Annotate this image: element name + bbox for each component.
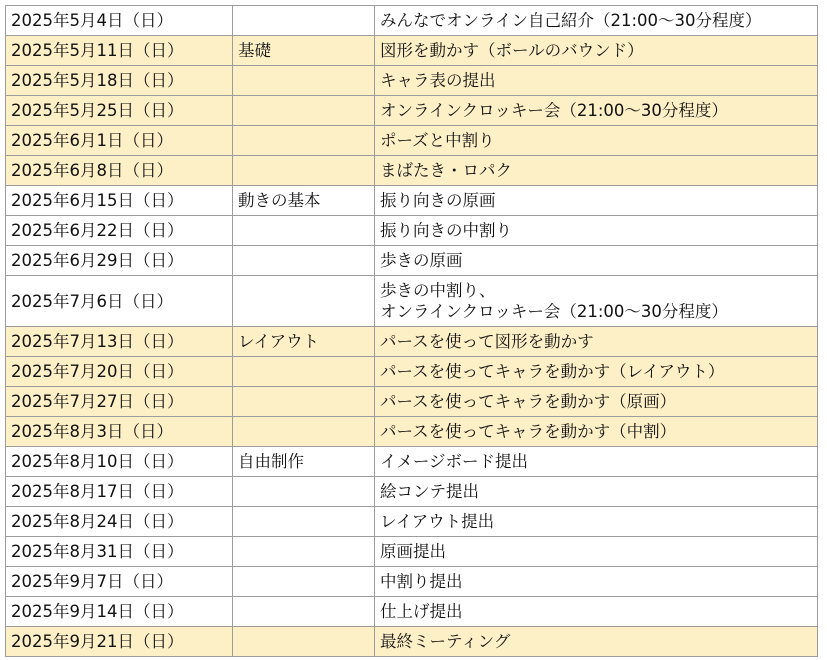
content-text: キャラ表の提出 [380, 71, 496, 90]
content-cell[interactable] [375, 186, 818, 216]
content-cell[interactable] [375, 627, 818, 657]
unit-cell[interactable]: レイアウト [233, 327, 375, 357]
unit-cell[interactable] [233, 357, 375, 387]
unit-cell[interactable] [233, 6, 375, 36]
date-cell[interactable]: 2025年5月25日（日） [6, 96, 233, 126]
table-row [6, 216, 818, 246]
content-cell[interactable] [375, 447, 818, 477]
table-row [6, 567, 818, 597]
table-row [6, 357, 818, 387]
table-row [6, 387, 818, 417]
date-cell[interactable]: 2025年6月15日（日） [6, 186, 233, 216]
date-cell[interactable]: 2025年8月31日（日） [6, 537, 233, 567]
unit-cell[interactable]: 動きの基本 [233, 186, 375, 216]
table-row [6, 186, 818, 216]
schedule-table [5, 5, 818, 657]
date-cell[interactable]: 2025年6月8日（日） [6, 156, 233, 186]
unit-cell[interactable] [233, 246, 375, 276]
unit-cell[interactable] [233, 66, 375, 96]
unit-cell[interactable]: 自由制作 [233, 447, 375, 477]
content-text: オンラインクロッキー会（21:00～30分程度） [380, 302, 728, 321]
unit-cell[interactable]: 基礎 [233, 36, 375, 66]
date-cell[interactable]: 2025年8月17日（日） [6, 477, 233, 507]
unit-cell[interactable] [233, 126, 375, 156]
date-cell[interactable]: 2025年8月10日（日） [6, 447, 233, 477]
content-cell[interactable] [375, 36, 818, 66]
unit-cell[interactable] [233, 537, 375, 567]
date-cell[interactable]: 2025年8月24日（日） [6, 507, 233, 537]
table-row [6, 126, 818, 156]
table-row [6, 156, 818, 186]
content-cell[interactable] [375, 567, 818, 597]
content-cell[interactable] [375, 276, 818, 327]
content-cell[interactable] [375, 246, 818, 276]
content-cell[interactable] [375, 357, 818, 387]
content-text: 中割り提出 [380, 572, 463, 591]
content-text: 振り向きの原画 [380, 191, 496, 210]
content-cell[interactable] [375, 327, 818, 357]
content-text: パースを使ってキャラを動かす（中割） [380, 422, 677, 441]
table-row [6, 447, 818, 477]
date-cell[interactable]: 2025年7月27日（日） [6, 387, 233, 417]
date-cell[interactable]: 2025年7月6日（日） [6, 276, 233, 327]
date-cell[interactable]: 2025年9月7日（日） [6, 567, 233, 597]
date-cell[interactable]: 2025年6月1日（日） [6, 126, 233, 156]
date-cell[interactable]: 2025年8月3日（日） [6, 417, 233, 447]
content-cell[interactable] [375, 387, 818, 417]
date-cell[interactable]: 2025年9月21日（日） [6, 627, 233, 657]
content-text: 仕上げ提出 [380, 602, 463, 621]
unit-cell[interactable] [233, 387, 375, 417]
content-cell[interactable] [375, 477, 818, 507]
unit-cell[interactable] [233, 96, 375, 126]
content-text: ポーズと中割り [380, 131, 495, 150]
content-text: パースを使ってキャラを動かす（原画） [380, 392, 677, 411]
date-cell[interactable]: 2025年7月13日（日） [6, 327, 233, 357]
date-cell[interactable]: 2025年9月14日（日） [6, 597, 233, 627]
content-cell[interactable] [375, 507, 818, 537]
table-row [6, 36, 818, 66]
date-cell[interactable]: 2025年5月11日（日） [6, 36, 233, 66]
content-text: イメージボード提出 [380, 452, 529, 471]
unit-cell[interactable] [233, 597, 375, 627]
date-cell[interactable]: 2025年5月4日（日） [6, 6, 233, 36]
content-cell[interactable] [375, 216, 818, 246]
table-row [6, 537, 818, 567]
content-cell[interactable] [375, 66, 818, 96]
content-cell[interactable] [375, 156, 818, 186]
table-row [6, 597, 818, 627]
unit-cell[interactable] [233, 156, 375, 186]
schedule-table-body [6, 6, 818, 657]
content-cell[interactable] [375, 6, 818, 36]
schedule-sheet [5, 5, 818, 657]
date-cell[interactable]: 2025年7月20日（日） [6, 357, 233, 387]
content-text: 歩きの原画 [380, 251, 463, 270]
content-text: まばたき・ロパク [380, 161, 512, 180]
date-cell[interactable]: 2025年6月29日（日） [6, 246, 233, 276]
unit-cell[interactable] [233, 567, 375, 597]
table-row [6, 327, 818, 357]
content-text: 原画提出 [380, 542, 446, 561]
content-text: みんなでオンライン自己紹介（21:00～30分程度） [380, 11, 762, 30]
content-text: 絵コンテ提出 [380, 482, 479, 501]
unit-cell[interactable] [233, 507, 375, 537]
unit-cell[interactable] [233, 477, 375, 507]
content-text: オンラインクロッキー会（21:00～30分程度） [380, 101, 728, 120]
table-row [6, 66, 818, 96]
unit-cell[interactable] [233, 276, 375, 327]
content-text: 図形を動かす（ボールのバウンド） [380, 41, 644, 60]
content-text: パースを使ってキャラを動かす（レイアウト） [380, 362, 725, 381]
table-row [6, 507, 818, 537]
content-cell[interactable] [375, 537, 818, 567]
content-text: 最終ミーティング [380, 632, 511, 651]
date-cell[interactable]: 2025年5月18日（日） [6, 66, 233, 96]
date-cell[interactable]: 2025年6月22日（日） [6, 216, 233, 246]
content-text: パースを使って図形を動かす [380, 332, 594, 351]
table-row [6, 96, 818, 126]
content-cell[interactable] [375, 96, 818, 126]
unit-cell[interactable] [233, 216, 375, 246]
content-cell[interactable] [375, 126, 818, 156]
table-row [6, 6, 818, 36]
table-row [6, 417, 818, 447]
content-text: 振り向きの中割り [380, 221, 512, 240]
content-text: 歩きの中割り、 [380, 281, 496, 300]
content-cell[interactable] [375, 597, 818, 627]
content-text: レイアウト提出 [380, 512, 495, 531]
unit-cell[interactable] [233, 627, 375, 657]
table-row [6, 627, 818, 657]
unit-cell[interactable] [233, 417, 375, 447]
table-row [6, 246, 818, 276]
table-row [6, 276, 818, 327]
table-row [6, 477, 818, 507]
content-cell[interactable] [375, 417, 818, 447]
